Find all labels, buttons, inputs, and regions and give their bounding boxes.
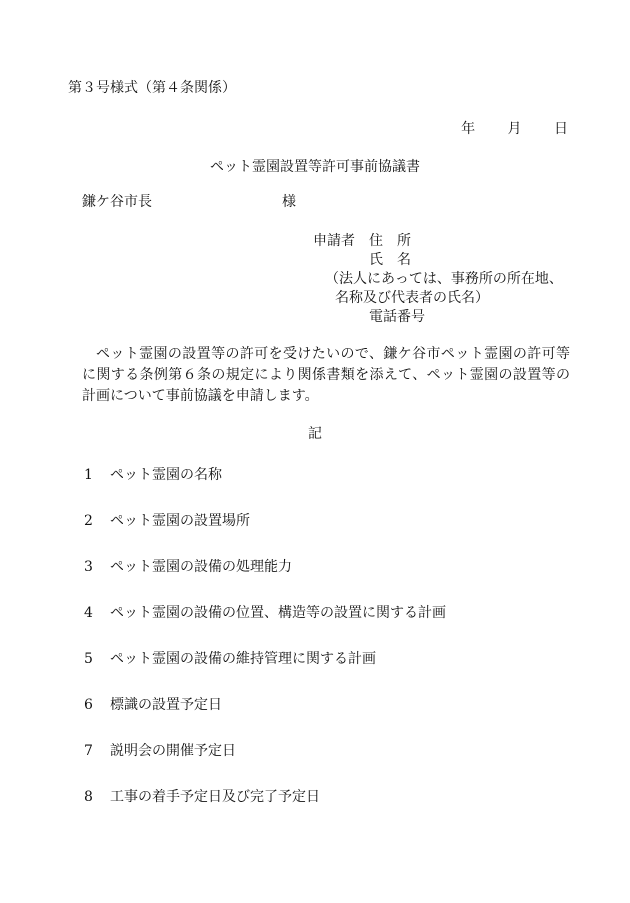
applicant-note-line2: 名称及び代表者の氏名） — [335, 290, 489, 306]
item-text: ペット霊園の名称 — [110, 467, 222, 483]
item-text: ペット霊園の設備の処理能力 — [110, 559, 292, 575]
date-year-label: 年 — [461, 121, 476, 137]
form-number: 第３号様式（第４条関係） — [68, 80, 236, 96]
item-number: 1 — [84, 467, 93, 483]
list-item — [84, 604, 446, 650]
applicant-name-row — [313, 251, 563, 270]
item-text: 説明会の開催予定日 — [110, 743, 236, 759]
item-text: 標識の設置予定日 — [110, 697, 222, 713]
document-title: ペット霊園設置等許可事前協議書 — [210, 159, 420, 175]
list-item — [84, 558, 446, 604]
address-label: 住 所 — [369, 233, 411, 249]
item-number: 5 — [84, 651, 93, 667]
applicant-address-row — [313, 232, 563, 251]
item-number: 2 — [84, 513, 93, 529]
date-day-label: 日 — [554, 121, 568, 137]
item-text: ペット霊園の設置場所 — [110, 513, 250, 529]
applicant-label: 申請者 — [313, 233, 355, 249]
item-number: 7 — [84, 743, 93, 759]
item-list — [84, 466, 446, 834]
phone-label: 電話番号 — [369, 309, 425, 325]
item-number: 4 — [84, 605, 93, 621]
date-line — [433, 120, 568, 138]
list-item — [84, 466, 446, 512]
addressee-honorific: 様 — [282, 194, 296, 210]
ki-heading: 記 — [308, 426, 322, 442]
item-text: ペット霊園の設備の維持管理に関する計画 — [110, 651, 376, 667]
applicant-block — [313, 232, 563, 327]
list-item — [84, 788, 446, 834]
list-item — [84, 696, 446, 742]
list-item — [84, 650, 446, 696]
item-number: 8 — [84, 789, 93, 805]
addressee-name: 鎌ケ谷市長 — [82, 194, 152, 210]
request-body-text: ペット霊園の設置等の許可を受けたいので、鎌ケ谷市ペット霊園の許可等に関する条例第６条の規定により関係書類を添えて、ペット霊園の設置等の計画について事前協議を申請します。 — [82, 346, 570, 404]
item-text: 工事の着手予定日及び完了予定日 — [110, 789, 320, 805]
name-label: 氏 名 — [369, 252, 411, 268]
list-item — [84, 512, 446, 558]
applicant-note-line1: （法人にあっては、事務所の所在地、 — [325, 271, 563, 287]
list-item — [84, 742, 446, 788]
item-number: 3 — [84, 559, 93, 575]
item-text: ペット霊園の設備の位置、構造等の設置に関する計画 — [110, 605, 446, 621]
item-number: 6 — [84, 697, 93, 713]
date-month-label: 月 — [507, 121, 522, 137]
